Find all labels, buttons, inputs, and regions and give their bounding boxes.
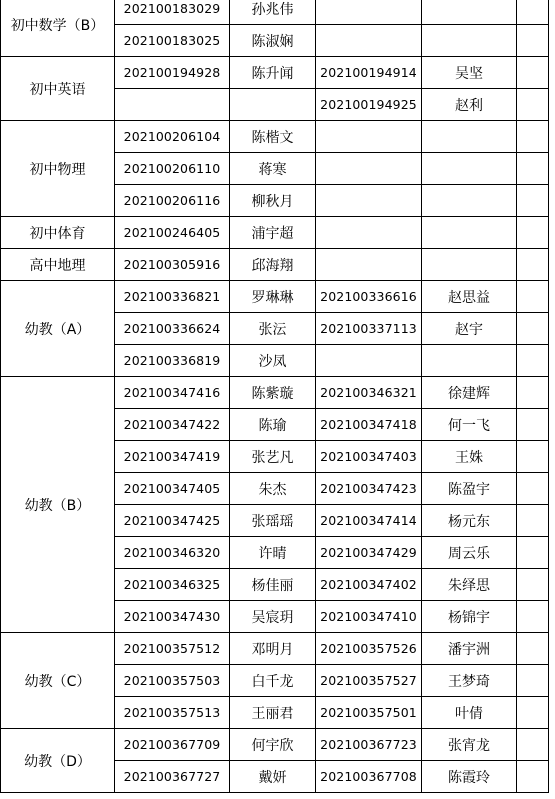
student-id-cell: 202100347423 (316, 473, 422, 505)
student-name-cell: 潘宇洲 (422, 633, 517, 665)
student-name-cell: 张艺凡 (230, 441, 316, 473)
student-name-cell (422, 217, 517, 249)
empty-cell (517, 249, 549, 281)
table-row (1, 217, 549, 249)
student-name-cell: 叶倩 (422, 697, 517, 729)
student-id-cell (316, 249, 422, 281)
student-id-cell: 202100336624 (115, 313, 230, 345)
subject-group-label: 幼教（B） (1, 377, 115, 633)
subject-group-label: 初中体育 (1, 217, 115, 249)
student-name-cell: 戴妍 (230, 761, 316, 793)
student-id-cell: 202100346325 (115, 569, 230, 601)
table-row (1, 249, 549, 281)
empty-cell (517, 633, 549, 665)
student-id-cell: 202100347430 (115, 601, 230, 633)
student-id-cell (316, 0, 422, 25)
empty-cell (517, 697, 549, 729)
empty-cell (517, 505, 549, 537)
student-id-cell: 202100347405 (115, 473, 230, 505)
student-id-cell: 202100194925 (316, 89, 422, 121)
student-id-cell: 202100346321 (316, 377, 422, 409)
student-name-cell: 王姝 (422, 441, 517, 473)
table-row (1, 729, 549, 761)
empty-cell (517, 473, 549, 505)
student-id-cell: 202100347429 (316, 537, 422, 569)
student-name-cell: 周云乐 (422, 537, 517, 569)
student-name-cell (422, 345, 517, 377)
empty-cell (517, 601, 549, 633)
student-name-cell: 柳秋月 (230, 185, 316, 217)
student-name-cell (422, 185, 517, 217)
subject-group-label: 幼教（A） (1, 281, 115, 377)
empty-cell (517, 377, 549, 409)
student-id-cell: 202100305916 (115, 249, 230, 281)
student-name-cell: 张宵龙 (422, 729, 517, 761)
student-id-cell (316, 25, 422, 57)
student-name-cell: 朱绎思 (422, 569, 517, 601)
empty-cell (517, 89, 549, 121)
empty-cell (517, 569, 549, 601)
student-name-cell: 吴坚 (422, 57, 517, 89)
student-id-cell: 202100206104 (115, 121, 230, 153)
student-name-cell: 邓明月 (230, 633, 316, 665)
student-id-cell (316, 217, 422, 249)
student-id-cell: 202100206116 (115, 185, 230, 217)
empty-cell (517, 441, 549, 473)
table-row (1, 633, 549, 665)
student-id-cell: 202100357513 (115, 697, 230, 729)
student-id-cell: 202100246405 (115, 217, 230, 249)
student-name-cell: 杨锦宇 (422, 601, 517, 633)
student-name-cell: 沙凤 (230, 345, 316, 377)
subject-group-label: 初中数学（B） (1, 0, 115, 57)
student-name-cell (422, 0, 517, 25)
student-id-cell: 202100347418 (316, 409, 422, 441)
student-name-cell: 陈霞玲 (422, 761, 517, 793)
student-id-cell: 202100336616 (316, 281, 422, 313)
admission-list-body (1, 0, 549, 793)
empty-cell (517, 729, 549, 761)
student-name-cell: 陈升闻 (230, 57, 316, 89)
table-row (1, 377, 549, 409)
student-id-cell: 202100357527 (316, 665, 422, 697)
student-id-cell: 202100347403 (316, 441, 422, 473)
student-id-cell: 202100367727 (115, 761, 230, 793)
student-id-cell (316, 185, 422, 217)
student-id-cell (316, 153, 422, 185)
student-id-cell: 202100357526 (316, 633, 422, 665)
student-name-cell: 赵思益 (422, 281, 517, 313)
subject-group-label: 初中英语 (1, 57, 115, 121)
student-name-cell: 罗琳琳 (230, 281, 316, 313)
student-name-cell: 白千龙 (230, 665, 316, 697)
subject-group-label: 初中物理 (1, 121, 115, 217)
student-name-cell: 何一飞 (422, 409, 517, 441)
student-name-cell: 何宇欣 (230, 729, 316, 761)
student-name-cell: 陈楷文 (230, 121, 316, 153)
student-name-cell: 陈紫璇 (230, 377, 316, 409)
student-id-cell: 202100336819 (115, 345, 230, 377)
empty-cell (517, 313, 549, 345)
student-id-cell: 202100357501 (316, 697, 422, 729)
student-name-cell: 陈淑娴 (230, 25, 316, 57)
student-name-cell: 张瑶瑶 (230, 505, 316, 537)
subject-group-label: 高中地理 (1, 249, 115, 281)
student-name-cell: 赵利 (422, 89, 517, 121)
student-id-cell: 202100347410 (316, 601, 422, 633)
empty-cell (517, 153, 549, 185)
empty-cell (517, 121, 549, 153)
student-id-cell: 202100347402 (316, 569, 422, 601)
empty-cell (517, 409, 549, 441)
student-name-cell: 浦宇超 (230, 217, 316, 249)
student-id-cell: 202100336821 (115, 281, 230, 313)
student-name-cell: 蒋寒 (230, 153, 316, 185)
student-id-cell: 202100206110 (115, 153, 230, 185)
table-row (1, 0, 549, 25)
empty-cell (517, 281, 549, 313)
student-name-cell: 杨佳丽 (230, 569, 316, 601)
student-name-cell: 孙兆伟 (230, 0, 316, 25)
student-name-cell: 张沄 (230, 313, 316, 345)
student-name-cell: 赵宇 (422, 313, 517, 345)
empty-cell (517, 185, 549, 217)
student-name-cell: 陈瑜 (230, 409, 316, 441)
student-name-cell: 陈盈宇 (422, 473, 517, 505)
table-row (1, 121, 549, 153)
student-name-cell (422, 249, 517, 281)
student-name-cell (230, 89, 316, 121)
empty-cell (517, 761, 549, 793)
table-row (1, 281, 549, 313)
student-name-cell (422, 25, 517, 57)
student-name-cell: 王丽君 (230, 697, 316, 729)
student-id-cell: 202100183029 (115, 0, 230, 25)
empty-cell (517, 537, 549, 569)
student-name-cell: 徐建辉 (422, 377, 517, 409)
empty-cell (517, 25, 549, 57)
student-name-cell (422, 153, 517, 185)
student-id-cell: 202100337113 (316, 313, 422, 345)
student-name-cell (422, 121, 517, 153)
student-id-cell: 202100367723 (316, 729, 422, 761)
student-id-cell (316, 345, 422, 377)
subject-group-label: 幼教（C） (1, 633, 115, 729)
student-name-cell: 吴宸玥 (230, 601, 316, 633)
table-row (1, 57, 549, 89)
student-name-cell: 杨元东 (422, 505, 517, 537)
student-id-cell: 202100367709 (115, 729, 230, 761)
student-id-cell (316, 121, 422, 153)
student-id-cell: 202100347414 (316, 505, 422, 537)
student-id-cell: 202100347425 (115, 505, 230, 537)
subject-group-label: 幼教（D） (1, 729, 115, 793)
student-id-cell: 202100347416 (115, 377, 230, 409)
student-name-cell: 邱海翔 (230, 249, 316, 281)
student-id-cell: 202100347419 (115, 441, 230, 473)
student-id-cell (115, 89, 230, 121)
student-id-cell: 202100346320 (115, 537, 230, 569)
empty-cell (517, 0, 549, 25)
student-id-cell: 202100194928 (115, 57, 230, 89)
empty-cell (517, 345, 549, 377)
student-id-cell: 202100357512 (115, 633, 230, 665)
student-name-cell: 许晴 (230, 537, 316, 569)
empty-cell (517, 665, 549, 697)
student-name-cell: 朱杰 (230, 473, 316, 505)
student-id-cell: 202100183025 (115, 25, 230, 57)
student-id-cell: 202100347422 (115, 409, 230, 441)
student-id-cell: 202100357503 (115, 665, 230, 697)
empty-cell (517, 217, 549, 249)
student-id-cell: 202100194914 (316, 57, 422, 89)
empty-cell (517, 57, 549, 89)
student-id-cell: 202100367708 (316, 761, 422, 793)
student-name-cell: 王梦琦 (422, 665, 517, 697)
